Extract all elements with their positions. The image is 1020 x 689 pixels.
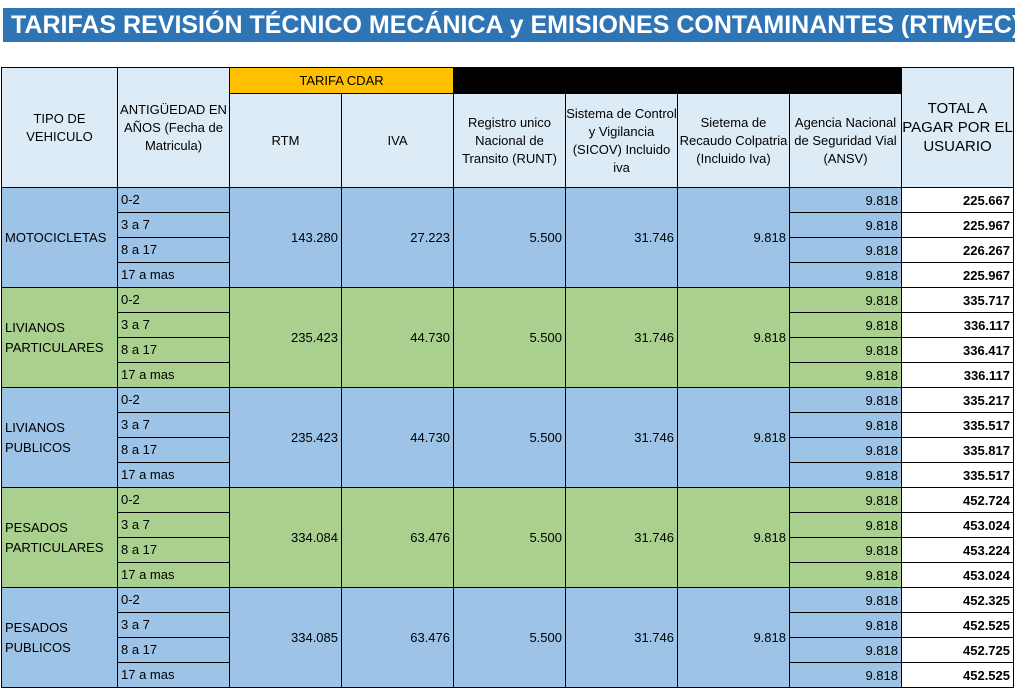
runt-value: 5.500 (454, 188, 566, 288)
ansv-value: 9.818 (790, 563, 902, 588)
table-row (2, 288, 1014, 313)
header-rtm: RTM (230, 94, 342, 188)
total-value: 335.517 (902, 413, 1014, 438)
tariff-table (1, 67, 1014, 688)
table-row (2, 388, 1014, 413)
age-range: 0-2 (118, 288, 230, 313)
age-range: 3 a 7 (118, 213, 230, 238)
rtm-value: 334.085 (230, 588, 342, 688)
ansv-value: 9.818 (790, 638, 902, 663)
header-sicov: Sistema de Control y Vigilancia (SICOV) Incluido iva (566, 94, 678, 188)
total-value: 453.224 (902, 538, 1014, 563)
total-value: 335.817 (902, 438, 1014, 463)
vehicle-type: PESADOS PUBLICOS (2, 588, 118, 688)
table-row (2, 588, 1014, 613)
rtm-value: 235.423 (230, 288, 342, 388)
header-tipo: TIPO DE VEHICULO (2, 68, 118, 188)
ansv-value: 9.818 (790, 613, 902, 638)
ansv-value: 9.818 (790, 363, 902, 388)
header-tarifa-cdar: TARIFA CDAR (230, 68, 454, 94)
total-value: 336.417 (902, 338, 1014, 363)
runt-value: 5.500 (454, 288, 566, 388)
header-black-band (454, 68, 902, 94)
age-range: 3 a 7 (118, 413, 230, 438)
recaudo-value: 9.818 (678, 288, 790, 388)
ansv-value: 9.818 (790, 288, 902, 313)
rtm-value: 143.280 (230, 188, 342, 288)
vehicle-type: LIVIANOS PUBLICOS (2, 388, 118, 488)
header-row-top (2, 68, 1014, 94)
sicov-value: 31.746 (566, 488, 678, 588)
ansv-value: 9.818 (790, 463, 902, 488)
total-value: 335.717 (902, 288, 1014, 313)
age-range: 3 a 7 (118, 613, 230, 638)
sicov-value: 31.746 (566, 188, 678, 288)
vehicle-type: LIVIANOS PARTICULARES (2, 288, 118, 388)
total-value: 452.325 (902, 588, 1014, 613)
vehicle-type: MOTOCICLETAS (2, 188, 118, 288)
page-title: TARIFAS REVISIÓN TÉCNICO MECÁNICA y EMISIONES CONTAMINANTES (RTMyEC) (3, 8, 1015, 42)
total-value: 452.725 (902, 638, 1014, 663)
rtm-value: 235.423 (230, 388, 342, 488)
runt-value: 5.500 (454, 388, 566, 488)
total-value: 225.667 (902, 188, 1014, 213)
runt-value: 5.500 (454, 588, 566, 688)
total-value: 226.267 (902, 238, 1014, 263)
age-range: 8 a 17 (118, 238, 230, 263)
table-row (2, 188, 1014, 213)
age-range: 3 a 7 (118, 513, 230, 538)
ansv-value: 9.818 (790, 213, 902, 238)
iva-value: 63.476 (342, 488, 454, 588)
age-range: 0-2 (118, 588, 230, 613)
total-value: 452.525 (902, 613, 1014, 638)
rtm-value: 334.084 (230, 488, 342, 588)
ansv-value: 9.818 (790, 438, 902, 463)
ansv-value: 9.818 (790, 588, 902, 613)
recaudo-value: 9.818 (678, 488, 790, 588)
ansv-value: 9.818 (790, 313, 902, 338)
total-value: 453.024 (902, 563, 1014, 588)
ansv-value: 9.818 (790, 488, 902, 513)
total-value: 336.117 (902, 313, 1014, 338)
ansv-value: 9.818 (790, 663, 902, 688)
total-value: 335.217 (902, 388, 1014, 413)
total-value: 453.024 (902, 513, 1014, 538)
total-value: 452.724 (902, 488, 1014, 513)
age-range: 17 a mas (118, 663, 230, 688)
sicov-value: 31.746 (566, 288, 678, 388)
age-range: 0-2 (118, 188, 230, 213)
iva-value: 27.223 (342, 188, 454, 288)
iva-value: 63.476 (342, 588, 454, 688)
ansv-value: 9.818 (790, 338, 902, 363)
iva-value: 44.730 (342, 388, 454, 488)
ansv-value: 9.818 (790, 238, 902, 263)
header-total: TOTAL A PAGAR POR EL USUARIO (902, 68, 1014, 188)
ansv-value: 9.818 (790, 188, 902, 213)
age-range: 0-2 (118, 388, 230, 413)
age-range: 17 a mas (118, 463, 230, 488)
recaudo-value: 9.818 (678, 588, 790, 688)
header-recaudo: Sietema de Recaudo Colpatria (Incluido Iva) (678, 94, 790, 188)
age-range: 8 a 17 (118, 638, 230, 663)
header-ansv: Agencia Nacional de Seguridad Vial (ANSV) (790, 94, 902, 188)
age-range: 17 a mas (118, 263, 230, 288)
sicov-value: 31.746 (566, 588, 678, 688)
header-iva: IVA (342, 94, 454, 188)
ansv-value: 9.818 (790, 538, 902, 563)
runt-value: 5.500 (454, 488, 566, 588)
total-value: 225.967 (902, 213, 1014, 238)
total-value: 225.967 (902, 263, 1014, 288)
ansv-value: 9.818 (790, 263, 902, 288)
table-row (2, 488, 1014, 513)
header-antiguedad: ANTIGÜEDAD EN AÑOS (Fecha de Matricula) (118, 68, 230, 188)
total-value: 336.117 (902, 363, 1014, 388)
recaudo-value: 9.818 (678, 388, 790, 488)
vehicle-type: PESADOS PARTICULARES (2, 488, 118, 588)
iva-value: 44.730 (342, 288, 454, 388)
total-value: 335.517 (902, 463, 1014, 488)
age-range: 8 a 17 (118, 338, 230, 363)
age-range: 17 a mas (118, 563, 230, 588)
ansv-value: 9.818 (790, 513, 902, 538)
header-runt: Registro unico Nacional de Transito (RUNT) (454, 94, 566, 188)
recaudo-value: 9.818 (678, 188, 790, 288)
age-range: 8 a 17 (118, 538, 230, 563)
ansv-value: 9.818 (790, 413, 902, 438)
age-range: 3 a 7 (118, 313, 230, 338)
age-range: 17 a mas (118, 363, 230, 388)
sicov-value: 31.746 (566, 388, 678, 488)
ansv-value: 9.818 (790, 388, 902, 413)
total-value: 452.525 (902, 663, 1014, 688)
age-range: 8 a 17 (118, 438, 230, 463)
age-range: 0-2 (118, 488, 230, 513)
